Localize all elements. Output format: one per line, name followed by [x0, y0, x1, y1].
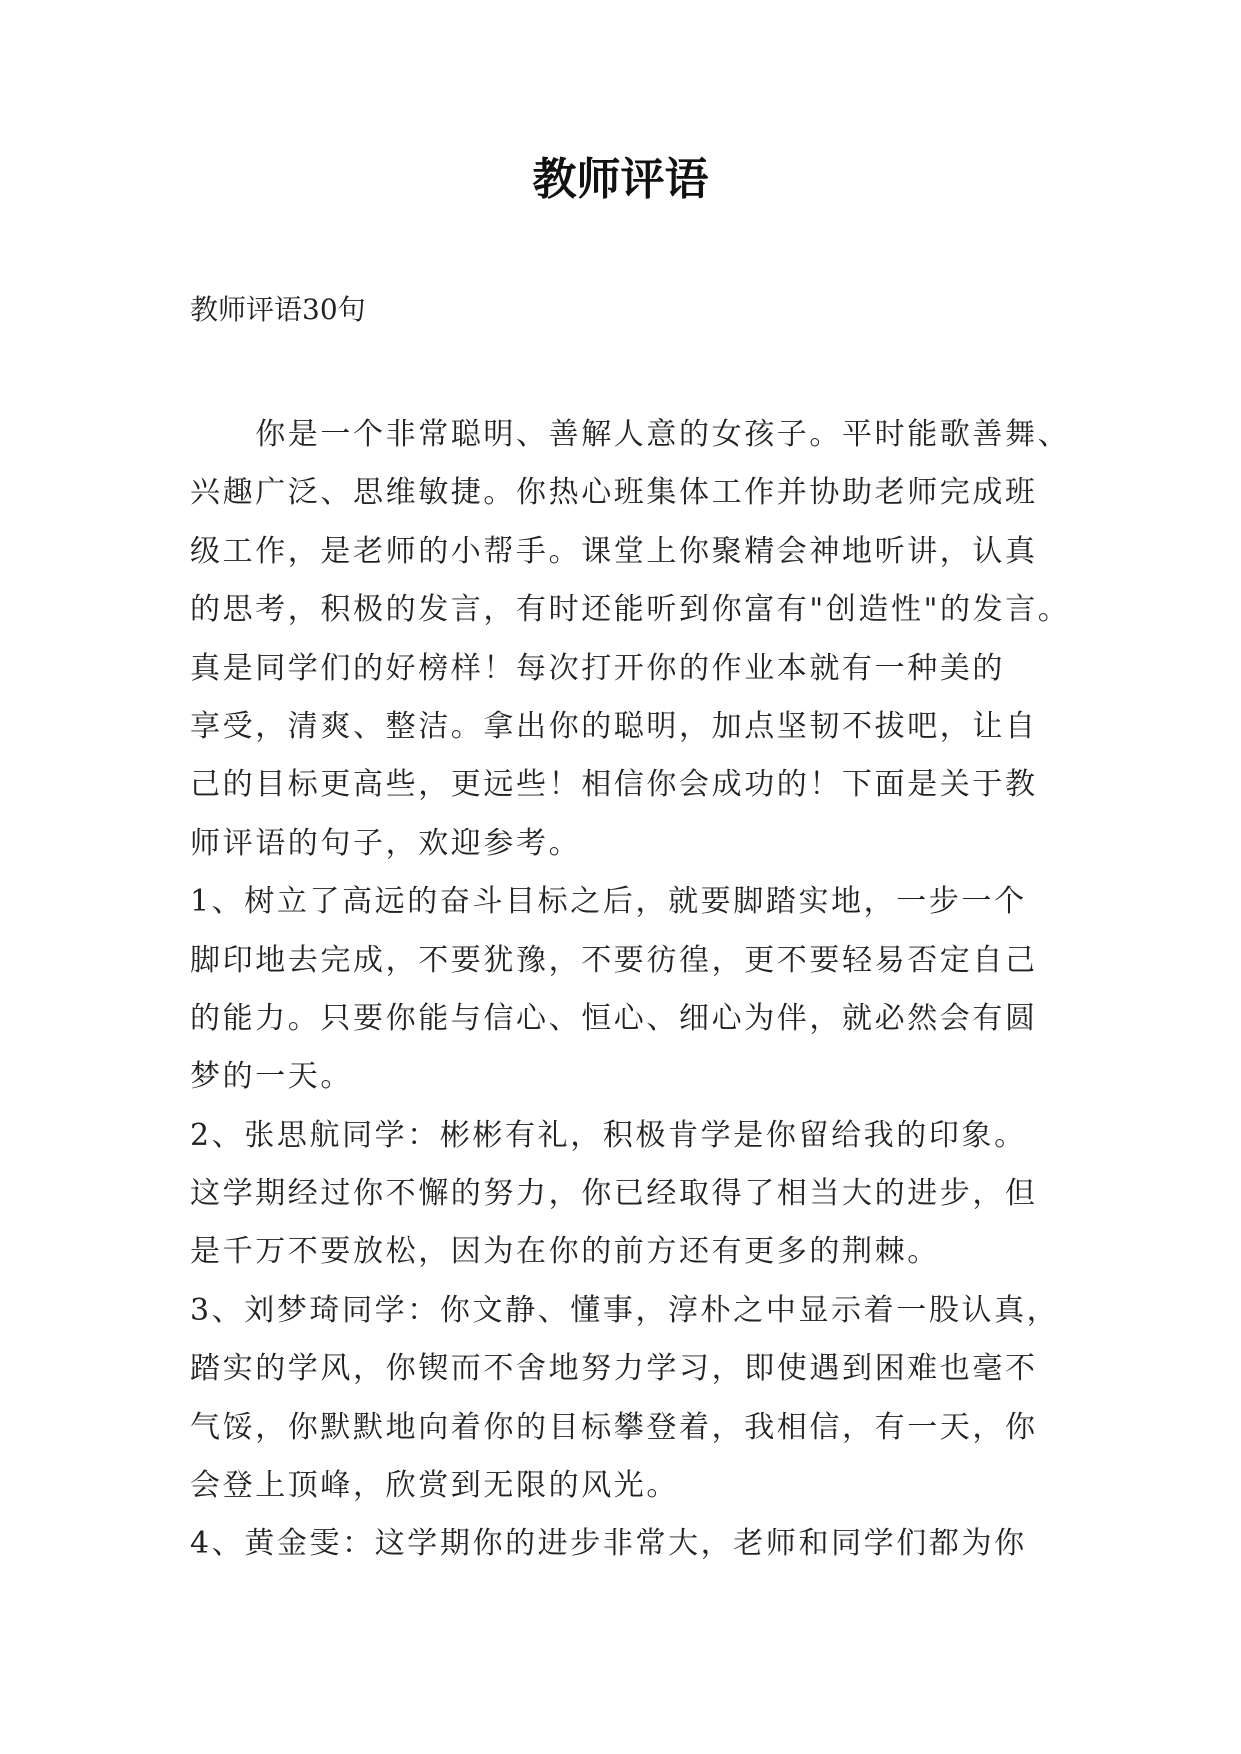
body-line: 脚印地去完成，不要犹豫，不要彷徨，更不要轻易否定自己 — [190, 942, 1038, 978]
body-line: 享受，清爽、整洁。拿出你的聪明，加点坚韧不拔吧，让自 — [190, 708, 1038, 744]
document-body — [190, 406, 1071, 1574]
body-line: 踏实的学风，你锲而不舍地努力学习，即使遇到困难也毫不 — [190, 1351, 1038, 1387]
document-subtitle: 教师评语30句 — [190, 293, 366, 326]
body-line: 2、张思航同学：彬彬有礼，积极肯学是你留给我的印象。 — [190, 1117, 1027, 1153]
body-line: 师评语的句子，欢迎参考。 — [190, 825, 582, 861]
body-line: 己的目标更高些，更远些！相信你会成功的！下面是关于教 — [190, 767, 1038, 803]
body-line: 的思考，积极的发言，有时还能听到你富有"创造性"的发言。 — [190, 592, 1071, 628]
body-line: 的能力。只要你能与信心、恒心、细心为伴，就必然会有圆 — [190, 1000, 1038, 1036]
body-line: 气馁，你默默地向着你的目标攀登着，我相信，有一天，你 — [190, 1409, 1038, 1445]
body-line: 3、刘梦琦同学：你文静、懂事，淳朴之中显示着一股认真， — [190, 1292, 1060, 1328]
body-line: 你是一个非常聪明、善解人意的女孩子。平时能歌善舞、 — [190, 417, 1071, 452]
body-line: 4、黄金雯：这学期你的进步非常大，老师和同学们都为你 — [190, 1526, 1027, 1562]
body-line: 这学期经过你不懈的努力，你已经取得了相当大的进步，但 — [190, 1176, 1038, 1212]
document-title: 教师评语 — [532, 154, 709, 205]
body-line: 1、树立了高远的奋斗目标之后，就要脚踏实地，一步一个 — [190, 884, 1027, 920]
body-line: 真是同学们的好榜样！每次打开你的作业本就有一种美的 — [190, 650, 1005, 686]
body-line: 是千万不要放松，因为在你的前方还有更多的荆棘。 — [190, 1234, 940, 1270]
body-line: 会登上顶峰，欣赏到无限的风光。 — [190, 1468, 679, 1504]
body-line: 级工作，是老师的小帮手。课堂上你聚精会神地听讲，认真 — [190, 533, 1038, 569]
body-line: 梦的一天。 — [190, 1059, 353, 1095]
body-line: 兴趣广泛、思维敏捷。你热心班集体工作并协助老师完成班 — [190, 475, 1038, 511]
